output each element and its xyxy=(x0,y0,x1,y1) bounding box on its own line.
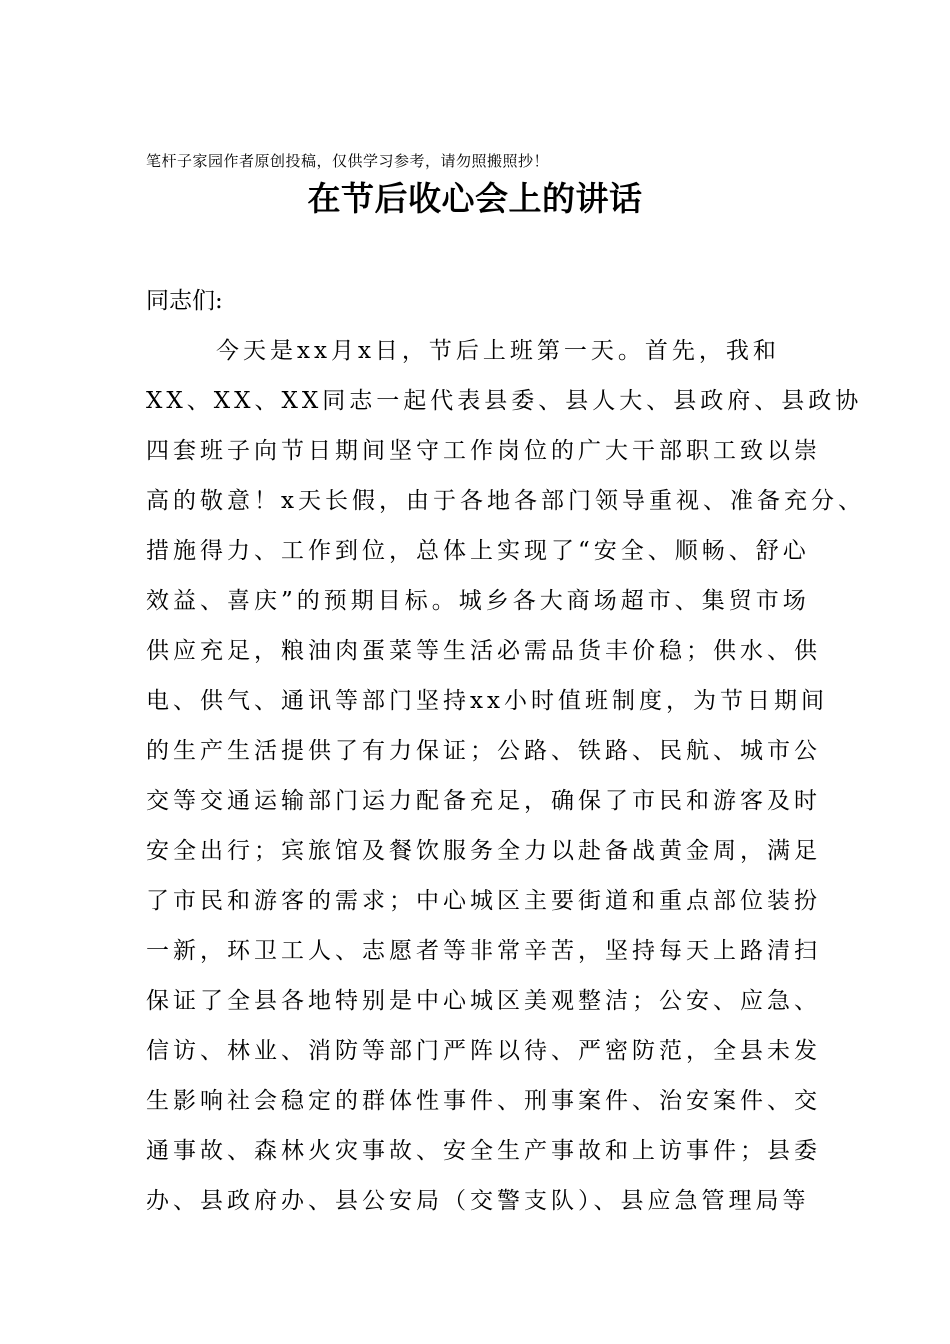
paragraph-line: 高的敬意！x天长假，由于各地各部门领导重视、准备充分、 xyxy=(146,488,865,514)
document-title: 在节后收心会上的讲话 xyxy=(307,179,643,218)
paragraph-line: XX、XX、XX同志一起代表县委、县人大、县政府、县政协 xyxy=(146,388,863,414)
paragraph-line: 措施得力、工作到位，总体上实现了“安全、顺畅、舒心 xyxy=(146,538,810,564)
paragraph-line: 效益、喜庆”的预期目标。城乡各大商场超市、集贸市场 xyxy=(146,588,810,614)
paragraph-line: 一新，环卫工人、志愿者等非常辛苦，坚持每天上路清扫 xyxy=(146,938,821,964)
salutation: 同志们: xyxy=(146,288,223,314)
paragraph-line: 的生产生活提供了有力保证；公路、铁路、民航、城市公 xyxy=(146,738,821,764)
paragraph-line: 生影响社会稳定的群体性事件、刑事案件、治安案件、交 xyxy=(146,1088,821,1114)
paragraph-line: 了市民和游客的需求；中心城区主要街道和重点部位装扮 xyxy=(146,888,821,914)
paragraph-line: 交等交通运输部门运力配备充足，确保了市民和游客及时 xyxy=(146,788,821,814)
paragraph-line: 四套班子向节日期间坚守工作岗位的广大干部职工致以崇 xyxy=(146,438,821,464)
paragraph-line: 保证了全县各地特别是中心城区美观整洁；公安、应急、 xyxy=(146,988,821,1014)
paragraph-line: 通事故、森林火灾事故、安全生产事故和上访事件；县委 xyxy=(146,1138,821,1164)
paragraph-line: 今天是xx月x日，节后上班第一天。首先，我和 xyxy=(216,338,780,364)
paragraph-line: 信访、林业、消防等部门严阵以待、严密防范，全县未发 xyxy=(146,1038,821,1064)
paragraph-line: 办、县政府办、县公安局（交警支队）、县应急管理局等 xyxy=(146,1188,810,1214)
paragraph-line: 供应充足，粮油肉蛋菜等生活必需品货丰价稳；供水、供 xyxy=(146,638,821,664)
paragraph-line: 安全出行；宾旅馆及餐饮服务全力以赴备战黄金周，满足 xyxy=(146,838,821,864)
paragraph-line: 电、供气、通讯等部门坚持xx小时值班制度，为节日期间 xyxy=(146,688,828,714)
source-note: 笔杆子家园作者原创投稿，仅供学习参考，请勿照搬照抄！ xyxy=(146,152,550,170)
